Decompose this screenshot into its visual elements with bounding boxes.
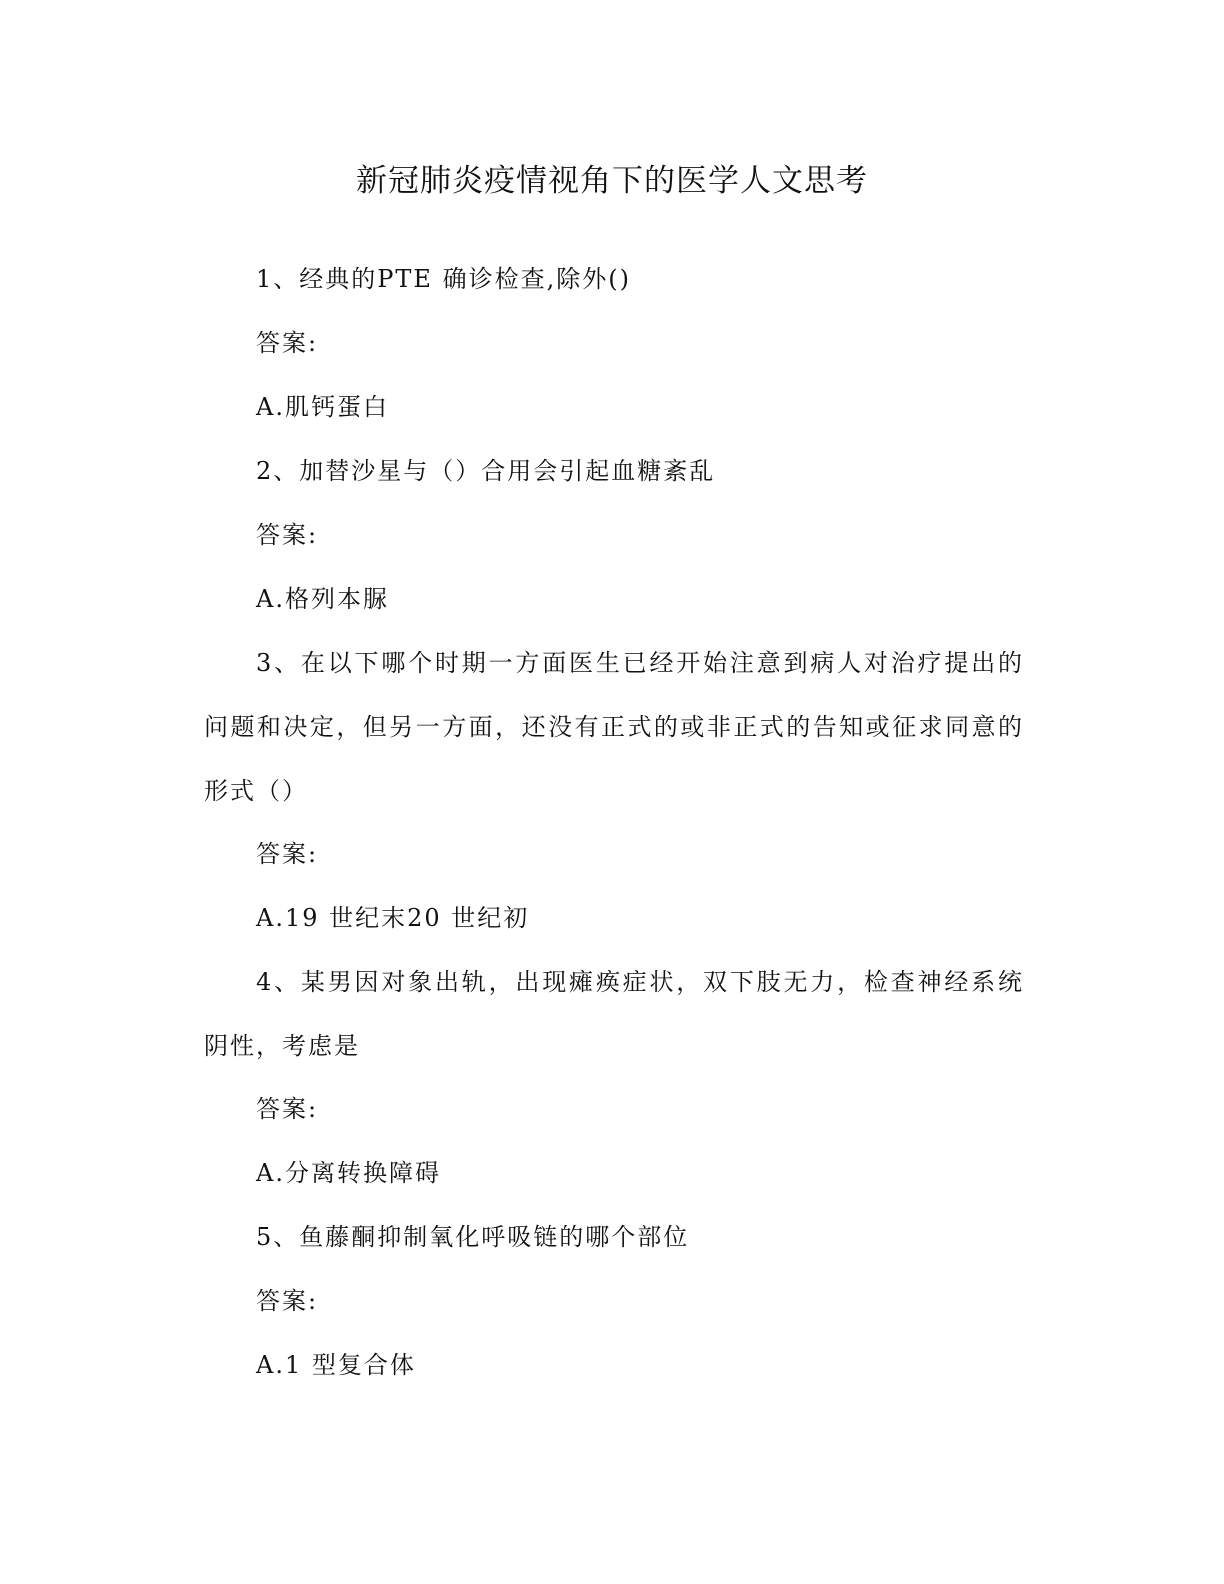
- question-2-answer-label: 答案:: [256, 521, 319, 549]
- question-5-answer: A.1 型复合体: [256, 1351, 416, 1379]
- question-3-answer: A.19 世纪末20 世纪初: [256, 904, 530, 932]
- question-1-answer-label: 答案:: [256, 329, 319, 357]
- question-2-answer: A.格列本脲: [256, 585, 389, 613]
- question-2-text: 2、加替沙星与（）合用会引起血糖紊乱: [256, 457, 716, 485]
- question-4-answer-label: 答案:: [256, 1095, 319, 1123]
- question-5-text: 5、鱼藤酮抑制氧化呼吸链的哪个部位: [256, 1223, 690, 1251]
- question-1-text: 1、经典的PTE 确诊检查,除外(): [256, 265, 631, 293]
- question-4-answer: A.分离转换障碍: [256, 1159, 441, 1187]
- question-1-answer: A.肌钙蛋白: [256, 393, 389, 421]
- question-4-text: 4、某男因对象出轨，出现瘫痪症状，双下肢无力，检查神经系统阴性，考虑是: [204, 968, 1024, 1060]
- question-5-answer-label: 答案:: [256, 1287, 319, 1315]
- question-3-text: 3、在以下哪个时期一方面医生已经开始注意到病人对治疗提出的问题和决定，但另一方面，还没有正式的或非正式的告知或征求同意的形式（）: [204, 649, 1024, 805]
- question-3-answer-label: 答案:: [256, 840, 319, 868]
- document-title: 新冠肺炎疫情视角下的医学人文思考: [356, 163, 868, 199]
